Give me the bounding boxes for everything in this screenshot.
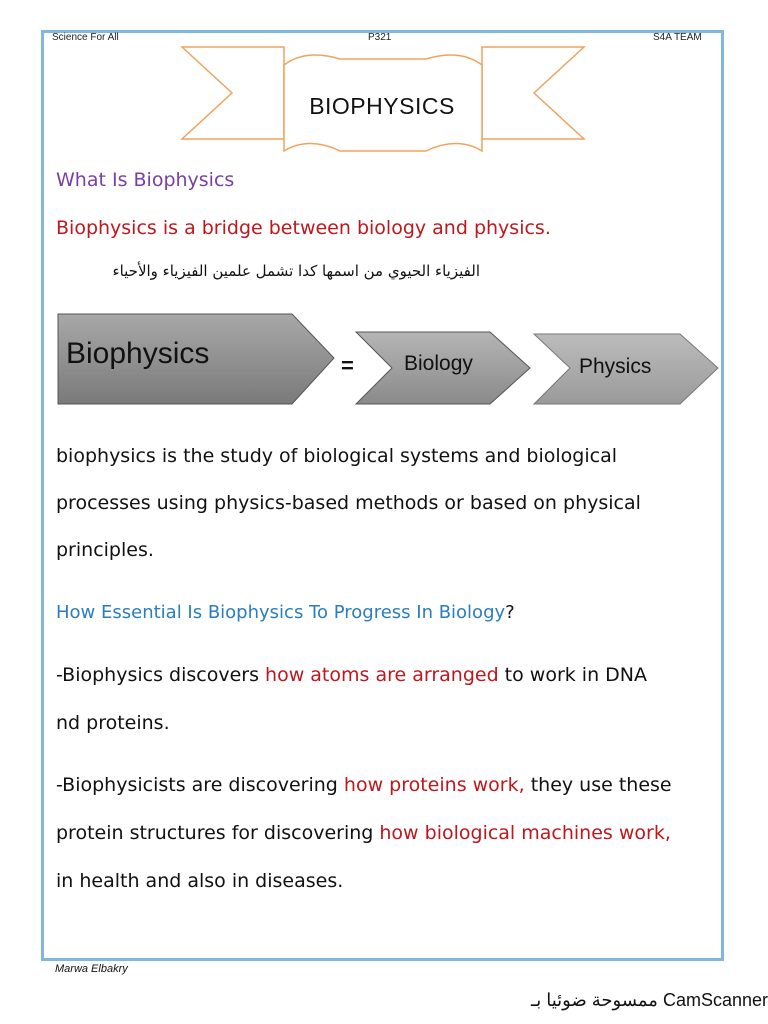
header-right: S4A TEAM <box>653 32 702 43</box>
bullet-1-highlight: how atoms are arranged <box>265 664 499 686</box>
paragraph-line-2: processes using physics-based methods or based on physical <box>56 492 641 514</box>
diagram-label-physics: Physics <box>579 355 652 378</box>
bullet-1-pre: -Biophysics discovers <box>56 664 266 686</box>
arabic-note: الفيزياء الحيوي من اسمها كدا تشمل علمين الفيزياء والأحياء <box>112 262 480 280</box>
diagram-label-biophysics: Biophysics <box>66 337 210 370</box>
camscanner-watermark: ممسوحة ضوئيا بـ CamScanner <box>530 990 768 1010</box>
bullet-2-line-2-pre: protein structures for discovering <box>56 822 380 844</box>
bullet-2-highlight: how proteins work, <box>343 774 525 796</box>
diagram-label-biology: Biology <box>404 352 473 375</box>
header-left: Science For All <box>52 32 119 43</box>
definition-text: Biophysics is a bridge between biology and physics. <box>56 217 551 239</box>
bullet-2-post: they use these <box>524 774 672 796</box>
header-page-number: P321 <box>368 32 392 43</box>
bullet-2-pre: -Biophysicists are discovering <box>56 774 344 796</box>
section-heading-what-is: What Is Biophysics <box>56 169 235 191</box>
banner-title: BIOPHYSICS <box>309 93 455 119</box>
bullet-1-post: to work in DNA <box>498 664 648 686</box>
footer-author: Marwa Elbakry <box>55 963 128 975</box>
section-heading-essential <box>56 602 515 623</box>
diagram-equals: = <box>341 353 354 378</box>
section-heading-question-mark: ? <box>505 602 515 623</box>
bullet-2-line-2 <box>56 822 671 844</box>
bullet-1-line-2: nd proteins. <box>56 712 170 734</box>
bullet-1-line-1 <box>56 664 647 686</box>
paragraph-line-3: principles. <box>56 539 154 561</box>
bullet-2-line-3: in health and also in diseases. <box>56 870 344 892</box>
section-heading-essential-text: How Essential Is Biophysics To Progress In Biology <box>56 602 506 623</box>
bullet-2-line-1 <box>56 774 672 796</box>
bullet-2-line-2-highlight: how biological machines work, <box>379 822 671 844</box>
paragraph-line-1: biophysics is the study of biological systems and biological <box>56 445 618 467</box>
